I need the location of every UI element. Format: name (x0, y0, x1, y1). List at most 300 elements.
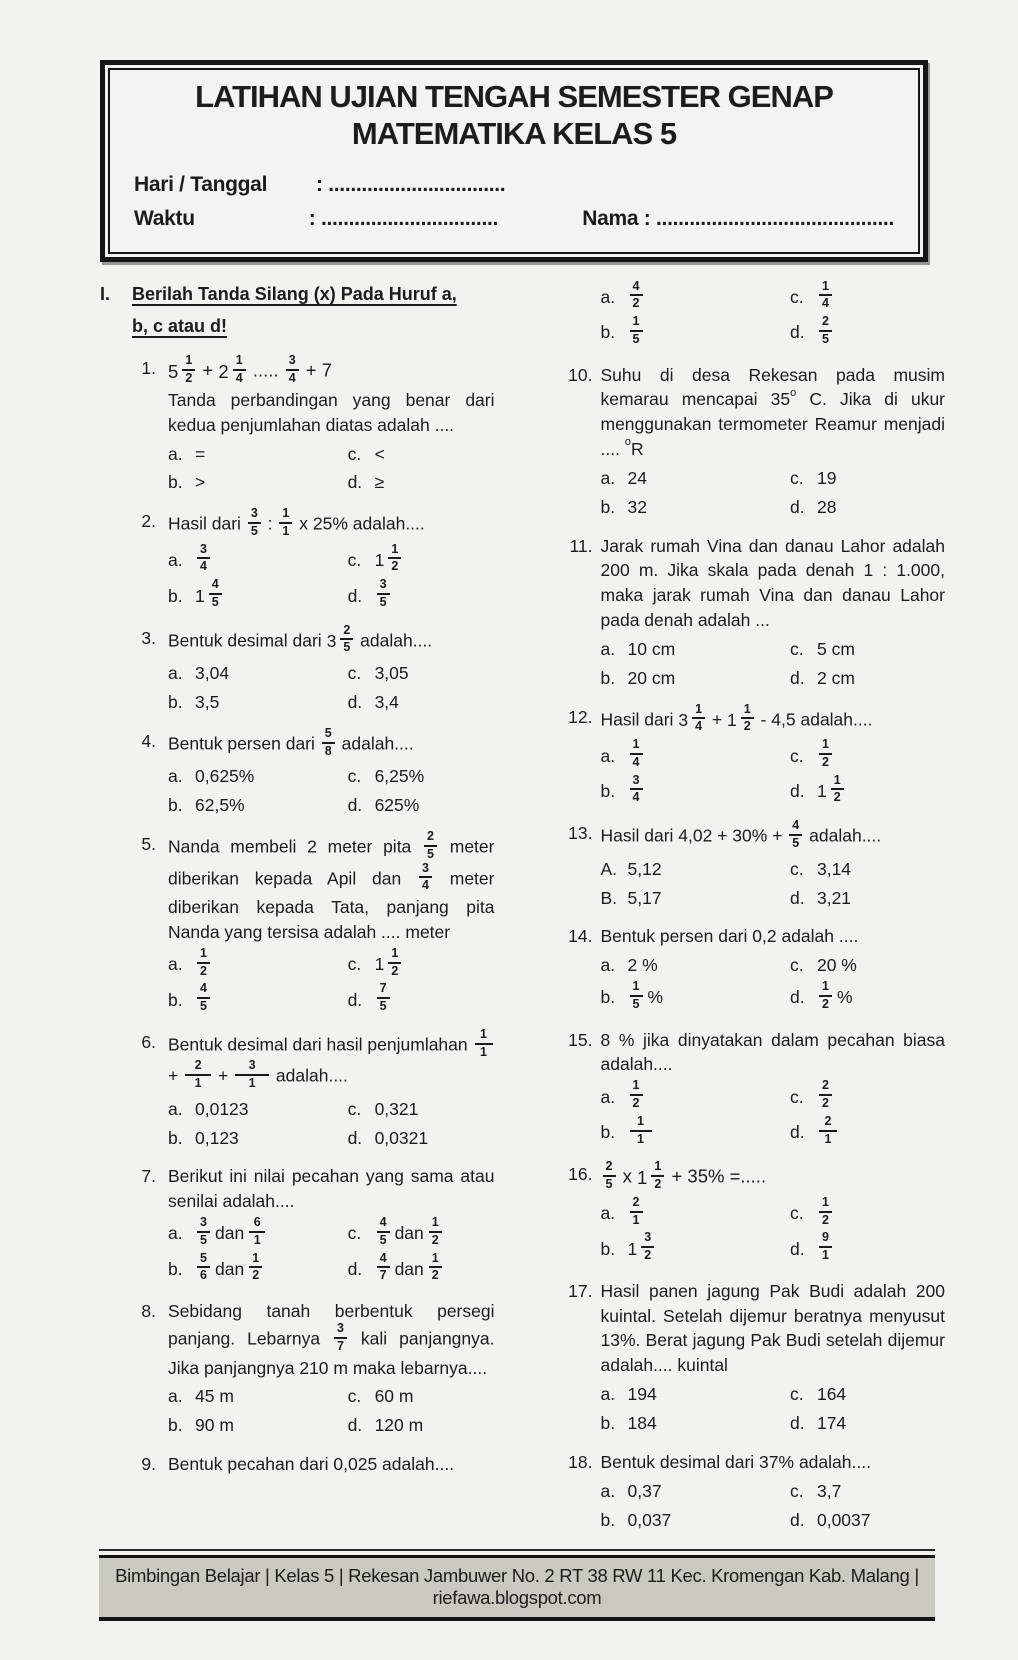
option (168, 690, 348, 715)
fraction-denominator: 5 (200, 999, 207, 1014)
option (347, 577, 495, 612)
question-number: 7. (141, 1166, 156, 1187)
option-value: $\frac{4}{7}$ dan $\frac{1}{2}$ (375, 1254, 444, 1286)
mixed-number (816, 772, 846, 808)
question-text (601, 363, 946, 524)
option (347, 1250, 495, 1286)
question-paragraph: Tanda perbandingan yang benar dari kedua penjumlahan diatas adalah .... (168, 389, 495, 435)
fraction-denominator: 2 (252, 1268, 260, 1283)
option-value (817, 1194, 834, 1230)
option-value: 3,5 (195, 692, 220, 713)
question-paragraph: Hasil panen jagung Pak Budi adalah 200 kuintal. Setelah dijemur beratnya menyusut 13%. Berat jagung Pak Budi setelah dijemur adalah.... kuintal (600, 1280, 945, 1376)
fraction (377, 578, 390, 610)
fraction-numerator: 1 (431, 1215, 439, 1230)
fraction (630, 1196, 643, 1228)
fraction-denominator: 2 (632, 1096, 640, 1110)
option (790, 666, 945, 691)
fraction-denominator: 4 (632, 754, 640, 769)
fraction-denominator: 5 (632, 996, 640, 1011)
mixed-number (326, 622, 356, 658)
fraction-denominator: 5 (250, 523, 258, 538)
option (790, 1382, 945, 1407)
option-letter: c. (347, 1386, 362, 1407)
option-value: 0,037 (627, 1509, 672, 1530)
option (168, 577, 348, 612)
options-row (600, 772, 946, 808)
section-heading (100, 278, 495, 343)
fraction-denominator: 5 (343, 640, 351, 655)
question (100, 353, 495, 499)
option-letter: c. (789, 1203, 804, 1224)
question-paragraph: Bentuk desimal dari hasil penjumlahan $\frac{1}{1}$ + $\frac{2}{1}$ + $\frac{3}{1}$ adalah.... (168, 1030, 495, 1093)
options (168, 661, 495, 715)
options (168, 541, 495, 612)
fraction (630, 738, 643, 770)
whole-number: 1 (627, 1238, 638, 1259)
option (601, 666, 790, 691)
exam-title-line1: LATIHAN UJIAN TENGAH SEMESTER GENAP (195, 79, 833, 114)
question-text (168, 1164, 495, 1289)
option-value (817, 737, 834, 772)
section-instruction-line2: b, c atau d! (132, 315, 228, 336)
whole-number: 2 (218, 360, 229, 382)
option-value: 0,0321 (374, 1127, 429, 1148)
question-paragraph: Hasil dari $\frac{3}{5}$ : $\frac{1}{1}$ x 25% adalah.... (168, 506, 425, 538)
fraction-denominator: 8 (324, 743, 332, 758)
option-letter: b. (600, 1122, 616, 1143)
whole-number: 1 (374, 954, 385, 975)
question-text (601, 278, 946, 353)
fraction (249, 1252, 262, 1284)
question (100, 1026, 495, 1155)
options-row (600, 1113, 946, 1149)
options (601, 637, 946, 691)
mixed-number (218, 353, 247, 388)
fraction-denominator: 2 (632, 296, 640, 311)
fraction-numerator: 1 (391, 541, 399, 556)
question-number: 9. (141, 1454, 156, 1475)
options-row (601, 666, 946, 691)
fraction (424, 830, 437, 862)
option-value: 6,25% (374, 766, 425, 787)
option (790, 886, 945, 911)
option-letter: B. (600, 887, 618, 908)
fraction-numerator: 3 (288, 353, 296, 368)
fraction-numerator: 4 (379, 1250, 387, 1265)
option-value: 24 (627, 467, 647, 488)
fraction-numerator: 2 (821, 1078, 829, 1093)
degree-superscript: o (790, 386, 797, 399)
question-paragraph: Bentuk desimal dari 3 $\frac{2}{5}$ adalah.... (168, 626, 495, 658)
options-row (601, 1479, 946, 1504)
fraction-numerator: 2 (194, 1058, 202, 1073)
option-letter: a. (168, 663, 183, 684)
option (347, 945, 495, 981)
question-number: 17. (568, 1280, 593, 1301)
section-numeral: I. (100, 283, 111, 304)
fraction (197, 982, 210, 1014)
whole-number: 1 (816, 781, 827, 802)
option-letter: c. (347, 766, 362, 787)
option (168, 470, 348, 495)
fraction-denominator: 2 (431, 1232, 439, 1247)
option-letter: c. (347, 443, 362, 464)
option-value: < (374, 443, 385, 464)
option-letter: c. (789, 467, 804, 488)
question-text (168, 1452, 495, 1477)
mixed-number (168, 353, 197, 388)
option-value: 0,0037 (816, 1509, 871, 1530)
option (789, 1078, 945, 1113)
question-text (601, 1450, 946, 1536)
fraction (630, 1115, 652, 1147)
fraction-numerator: 1 (821, 1194, 829, 1209)
question (551, 1279, 946, 1440)
fraction (279, 507, 292, 539)
fraction-numerator: 3 (379, 577, 387, 592)
options (168, 1384, 495, 1438)
option (789, 772, 945, 808)
whole-number: 1 (637, 1166, 648, 1188)
option (348, 661, 495, 686)
option (789, 737, 945, 772)
option-letter: b. (168, 692, 183, 713)
question-paragraph: Hasil dari 3 $\frac{1}{4}$ + 1 $\frac{1}{2}$ - 4,5 adalah.... (601, 705, 946, 737)
question-text (601, 1279, 946, 1440)
fraction-numerator: 2 (632, 1194, 640, 1209)
fraction-denominator: 1 (194, 1076, 202, 1091)
fraction-denominator: 2 (833, 790, 841, 805)
option-value: > (195, 472, 206, 493)
option-letter: a. (600, 1384, 616, 1405)
mixed-number (678, 701, 707, 737)
option (601, 637, 790, 662)
option (790, 1411, 945, 1436)
fraction-numerator: 5 (200, 1250, 207, 1265)
question-number: 2. (141, 511, 156, 532)
fraction (641, 1231, 654, 1263)
fraction (334, 1322, 347, 1354)
option-letter: b. (600, 667, 616, 688)
option (168, 1384, 348, 1409)
options-row (168, 661, 495, 686)
option-value: 19 (816, 467, 837, 488)
mixed-number (195, 577, 224, 612)
fraction-numerator: 3 (200, 541, 207, 556)
fraction-denominator: 2 (200, 963, 207, 978)
option-value (628, 1113, 654, 1149)
option-value: 164 (816, 1384, 847, 1405)
date-label: Hari / Tanggal (134, 173, 268, 197)
question (551, 1028, 946, 1153)
fraction (182, 354, 195, 386)
fraction-denominator: 1 (821, 1248, 829, 1262)
option (601, 1479, 790, 1504)
option-letter: b. (168, 1127, 183, 1148)
question-text (168, 725, 495, 822)
fraction (789, 819, 802, 851)
fraction (197, 543, 210, 575)
question-number: 14. (568, 926, 593, 947)
question-text (601, 1028, 946, 1153)
option (601, 466, 790, 491)
mixed-number (374, 541, 404, 577)
option (168, 1413, 348, 1438)
option-value (628, 1078, 645, 1113)
fraction (429, 1252, 442, 1284)
option-letter: b. (600, 781, 616, 802)
options-row (168, 541, 495, 577)
options-row (601, 1382, 946, 1407)
fraction (831, 774, 844, 806)
option-value (195, 577, 224, 612)
options-row (601, 1411, 946, 1436)
option-value (628, 737, 645, 772)
option (600, 979, 790, 1014)
question-paragraph: Suhu di desa Rekesan pada musim kemarau mencapai 35$^o$ C. Jika di ukur menggunakan termometer Reamur menjadi .... $^o$R (600, 364, 945, 460)
option-value: $\frac{3}{5}$ dan $\frac{6}{1}$ (195, 1218, 267, 1250)
option-letter: b. (168, 1415, 183, 1436)
fraction (249, 1216, 265, 1248)
option (789, 1230, 945, 1265)
option-letter: a. (168, 1386, 183, 1407)
fraction-denominator: 4 (695, 719, 703, 734)
option-value (817, 278, 834, 314)
fraction-numerator: 1 (252, 1250, 260, 1265)
question-paragraph: Jarak rumah Vina dan danau Lahor adalah 200 m. Jika skala pada denah 1 : 1.000, maka jarak rumah Vina dan danau Lahor pada denah adalah ... (600, 535, 945, 631)
fraction-numerator: 3 (250, 506, 258, 521)
question-text (168, 1026, 495, 1155)
option-letter: b. (168, 585, 183, 606)
option-value: 5 cm (816, 639, 855, 659)
option (790, 857, 945, 882)
question-text (601, 534, 946, 695)
fraction-denominator: 2 (821, 996, 829, 1011)
fraction-numerator: 1 (632, 1078, 640, 1093)
options-row (168, 945, 495, 981)
option-value (195, 541, 212, 577)
fraction (630, 1079, 643, 1111)
fraction (819, 738, 832, 770)
option (348, 764, 495, 789)
fraction-denominator: 2 (821, 1212, 829, 1227)
whole-number: 1 (374, 550, 385, 571)
question-columns (100, 278, 945, 1536)
question-paragraph: Hasil dari 4,02 + 30% + $\frac{4}{5}$ adalah.... (600, 818, 882, 850)
option-letter: b. (600, 987, 616, 1008)
option (601, 1508, 790, 1533)
fraction-denominator: 4 (632, 790, 640, 805)
option-letter: d. (789, 1122, 805, 1143)
option-value: 3,05 (374, 663, 409, 684)
fraction-numerator: 1 (743, 701, 751, 716)
fraction (692, 703, 705, 735)
fraction-numerator: 3 (644, 1230, 652, 1245)
option-letter: a. (600, 1203, 616, 1224)
option-value: 62,5% (195, 795, 245, 816)
option-letter: b. (600, 1509, 616, 1530)
question-number: 13. (568, 823, 593, 844)
option-letter: c. (789, 639, 804, 659)
question-paragraph: Berikut ini nilai pecahan yang sama atau senilai adalah.... (168, 1166, 495, 1212)
fraction-denominator: 5 (605, 1177, 613, 1191)
options-row (168, 1250, 495, 1286)
options-row (600, 1194, 946, 1230)
mixed-number (637, 1159, 666, 1194)
fraction-numerator: 1 (200, 945, 207, 960)
option-value (195, 981, 212, 1016)
fraction-denominator: 5 (792, 835, 800, 850)
question (551, 534, 946, 695)
fraction-numerator: 4 (632, 278, 640, 293)
mixed-number (374, 945, 404, 981)
option (348, 1126, 495, 1151)
option (348, 470, 495, 495)
option-letter: a. (600, 639, 616, 659)
mixed-number (627, 1230, 657, 1265)
fraction-denominator: 2 (743, 719, 751, 734)
question-text (168, 506, 495, 616)
option-letter: b. (168, 795, 183, 816)
options-row (601, 466, 946, 491)
option-value: 90 m (195, 1415, 234, 1436)
option-value: $\frac{4}{5}$ dan $\frac{1}{2}$ (375, 1218, 444, 1250)
fraction (233, 354, 246, 386)
option-letter: c. (347, 1098, 362, 1119)
option (348, 442, 495, 467)
option-letter: d. (347, 1127, 363, 1148)
fraction-denominator: 5 (379, 999, 387, 1014)
option-letter: c. (347, 1223, 362, 1244)
question-text (168, 622, 495, 719)
options-row (168, 690, 495, 715)
option-value (817, 314, 834, 349)
question (551, 924, 946, 1017)
options (601, 857, 946, 911)
question (551, 363, 946, 524)
option (600, 1230, 790, 1265)
options (600, 1194, 946, 1265)
fraction-denominator: 1 (632, 1212, 640, 1227)
fraction (819, 280, 832, 312)
question (100, 1452, 495, 1477)
degree-superscript: o (624, 436, 631, 449)
fraction-denominator: 1 (480, 1044, 487, 1059)
fraction-denominator: 6 (200, 1268, 207, 1283)
option-value: 0,321 (374, 1098, 419, 1119)
question (551, 1450, 946, 1536)
exam-fields (134, 168, 894, 235)
option (790, 1508, 945, 1533)
option (789, 1194, 945, 1230)
option (348, 1384, 495, 1409)
option-letter: b. (168, 472, 183, 493)
option-value: $\frac{1}{2}$ % (817, 982, 853, 1014)
options-row (601, 637, 946, 662)
option (168, 981, 348, 1016)
question-text (600, 818, 946, 914)
fraction-numerator: 3 (632, 772, 640, 787)
options-row (600, 1230, 946, 1265)
option-letter: b. (600, 322, 616, 343)
option-letter: d. (789, 1509, 805, 1530)
option-value: 0,0123 (195, 1098, 249, 1119)
options-row (600, 278, 946, 314)
fraction (819, 1079, 832, 1111)
fraction-numerator: 2 (343, 622, 351, 637)
option (168, 1215, 348, 1250)
options (601, 1382, 946, 1436)
option-letter: c. (789, 1480, 804, 1501)
question-number: 1. (141, 358, 156, 379)
fraction (322, 727, 335, 759)
fraction-numerator: 3 (248, 1058, 256, 1073)
question-number: 8. (141, 1301, 156, 1322)
mixed-number (727, 701, 756, 737)
option-letter: A. (600, 858, 618, 879)
option-letter: b. (168, 1258, 183, 1279)
options (600, 278, 946, 349)
option-letter: c. (789, 955, 804, 976)
fraction-denominator: 7 (379, 1268, 387, 1283)
option (600, 772, 790, 808)
fraction-numerator: 2 (824, 1113, 832, 1128)
option-value (628, 278, 645, 314)
option-letter: c. (789, 1384, 804, 1405)
option-letter: d. (789, 667, 805, 688)
option-value (628, 1194, 645, 1230)
question-text (168, 829, 495, 1020)
option-value: 2 % (627, 955, 658, 976)
fraction (603, 1160, 616, 1192)
option (790, 1479, 945, 1504)
option-value: 0,625% (195, 766, 255, 787)
fraction-numerator: 1 (632, 737, 640, 752)
fraction-denominator: 5 (427, 846, 434, 861)
option-value: 625% (374, 795, 420, 816)
option-value: 3,04 (195, 663, 230, 684)
whole-number: 1 (727, 710, 737, 731)
question-number: 6. (141, 1031, 156, 1052)
fraction-numerator: 1 (695, 701, 703, 716)
option-letter: c. (347, 954, 362, 975)
option (168, 661, 348, 686)
options (600, 1078, 946, 1148)
fraction (630, 315, 643, 347)
option (168, 793, 348, 818)
fraction (209, 578, 222, 610)
whole-number: 3 (326, 631, 337, 652)
option-letter: a. (168, 1223, 183, 1244)
fraction-numerator: 1 (833, 772, 841, 787)
fraction (819, 1115, 837, 1147)
option-letter: a. (600, 286, 616, 307)
option (789, 314, 945, 349)
fraction (419, 862, 432, 894)
options-row (168, 442, 495, 467)
option-value (627, 1230, 657, 1265)
option (600, 278, 790, 314)
options (168, 764, 495, 818)
option-letter: d. (347, 989, 363, 1010)
fraction (197, 1252, 210, 1284)
question (551, 278, 946, 353)
section-instruction (132, 278, 457, 343)
option-value (374, 541, 404, 577)
footer-bar: Bimbingan Belajar | Kelas 5 | Rekesan Jambuwer No. 2 RT 38 RW 11 Kec. Kromengan Kab. Malang | riefawa.blogspot.com (99, 1555, 935, 1621)
question-number: 16. (568, 1164, 593, 1185)
option (347, 1215, 495, 1250)
